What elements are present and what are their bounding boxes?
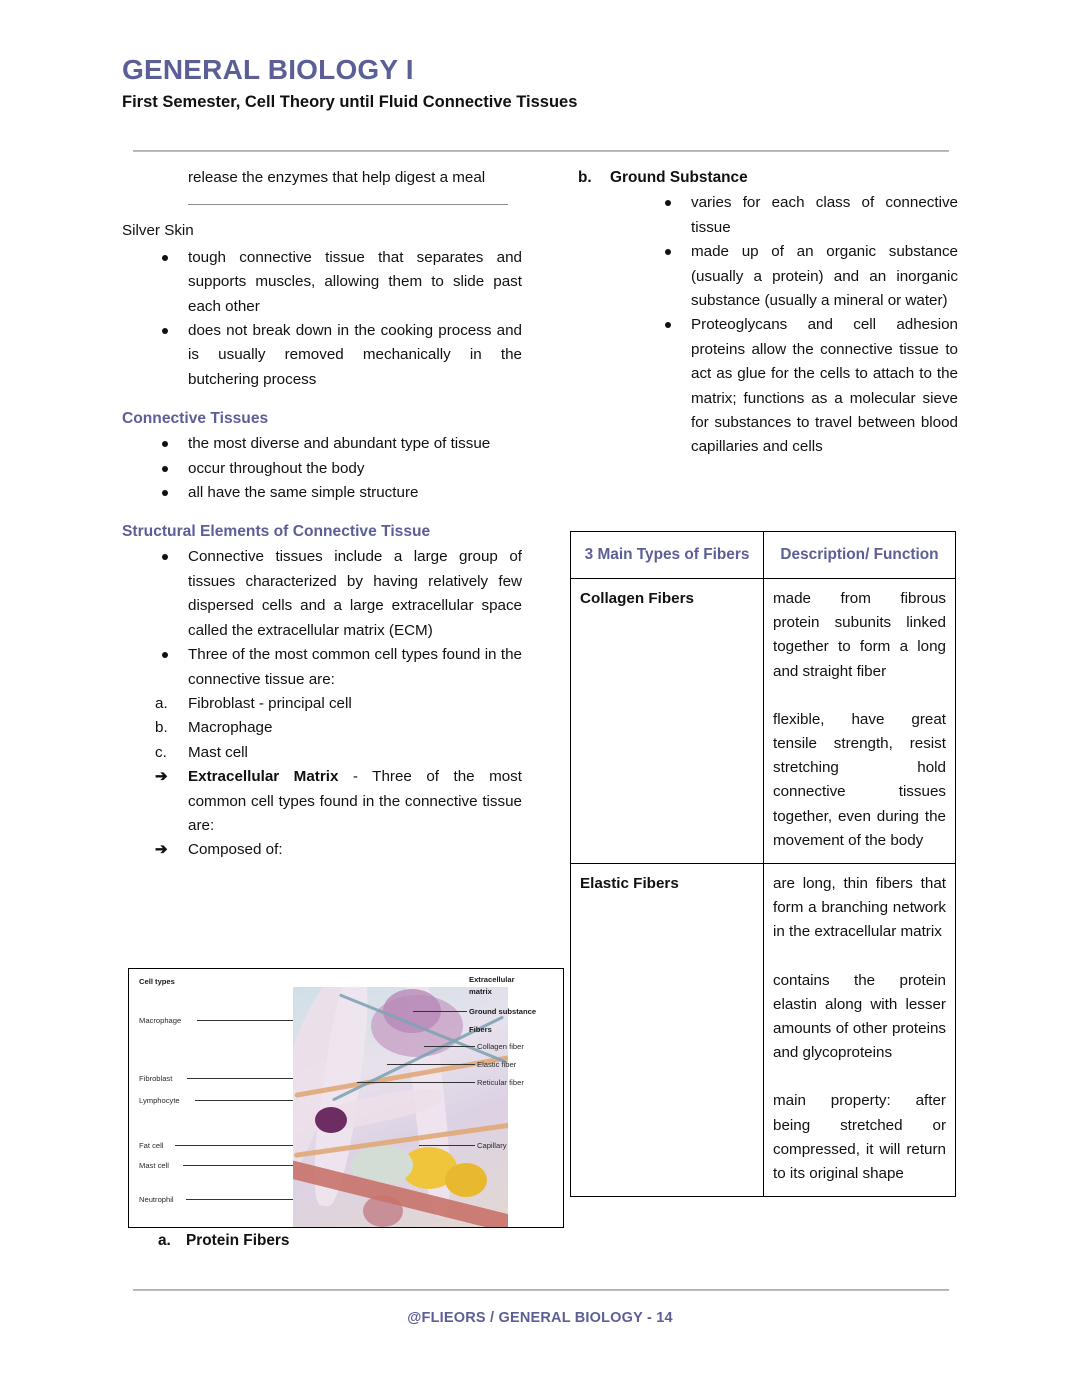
structural-elements-heading: Structural Elements of Connective Tissue	[122, 523, 431, 541]
figure-label-ground-substance: Ground substance	[469, 1007, 537, 1016]
silver-skin-heading: Silver Skin	[122, 222, 194, 240]
arrow-item-text: Composed of:	[188, 841, 283, 859]
arrow-right-icon: ➔	[155, 768, 168, 786]
leader-line	[175, 1145, 293, 1146]
list-marker: c.	[155, 743, 167, 761]
histology-illustration	[293, 987, 508, 1227]
right-column	[570, 166, 958, 460]
figure-label-fat-cell: Fat cell	[139, 1141, 164, 1150]
column-header-types: 3 Main Types of Fibers	[571, 532, 764, 579]
figure-right-title-line2: matrix	[469, 987, 492, 996]
continuation-paragraph: release the enzymes that help digest a meal	[188, 169, 486, 186]
list-item-label: Fibroblast - principal cell	[188, 694, 352, 712]
description-paragraph: are long, thin fibers that form a branching network in the extracellular matrix	[773, 875, 946, 941]
leader-line	[183, 1165, 293, 1166]
list-item-label: Mast cell	[188, 743, 248, 761]
figure-label-elastic-fiber: Elastic fiber	[477, 1060, 517, 1069]
cell-types-lettered-list	[122, 692, 522, 765]
ground-substance-list	[570, 191, 958, 459]
table-header-row	[571, 532, 956, 579]
leader-line	[187, 1078, 293, 1079]
page-title: GENERAL BIOLOGY I	[122, 54, 414, 85]
caption-marker: a.	[158, 1232, 171, 1249]
figure-right-title-line1: Extracellular	[469, 975, 515, 984]
column-header-description: Description/ Function	[764, 532, 956, 579]
leader-line	[387, 1064, 475, 1065]
figure-label-capillary: Capillary	[477, 1141, 507, 1150]
connective-tissues-list	[122, 432, 522, 505]
figure-label-fibers: Fibers	[469, 1025, 492, 1034]
list-item	[122, 716, 522, 740]
silver-skin-list	[122, 246, 522, 392]
list-item: tough connective tissue that separates and supports muscles, allowing them to slide past each other	[122, 246, 522, 319]
footer-divider	[133, 1289, 949, 1291]
figure-caption	[158, 1232, 289, 1250]
list-item	[122, 692, 522, 716]
cell-fiber-name: Collagen Fibers	[571, 579, 764, 864]
description-paragraph: contains the protein elastin along with lesser amounts of other proteins and glycoproteins	[773, 971, 946, 1062]
figure-label-fibroblast: Fibroblast	[139, 1074, 173, 1083]
list-marker: b.	[155, 719, 168, 737]
arrow-item-text: - Three of the most common cell types found in the connective tissue are:	[188, 768, 522, 834]
header-divider	[133, 150, 949, 152]
arrow-item-composed-of	[122, 838, 522, 862]
list-item: Connective tissues include a large group of tissues characterized by having relatively few dispersed cells and a large extracellular space called the extracellular matrix (ECM)	[122, 545, 522, 643]
figure-label-neutrophil: Neutrophil	[139, 1195, 174, 1204]
list-item: Three of the most common cell types found in the connective tissue are:	[122, 643, 522, 692]
connective-tissues-heading: Connective Tissues	[122, 410, 269, 428]
arrow-item-lead: Extracellular Matrix	[188, 768, 339, 786]
figure-label-lymphocyte: Lymphocyte	[139, 1096, 180, 1105]
table-row	[571, 579, 956, 864]
description-paragraph: main property: after being stretched or compressed, it will return to its original shape	[773, 1092, 946, 1183]
leader-line	[197, 1020, 293, 1021]
figure-label-macrophage: Macrophage	[139, 1016, 182, 1025]
list-item	[122, 741, 522, 765]
arrow-right-icon: ➔	[155, 841, 168, 859]
ground-substance-label: Ground Substance	[610, 169, 748, 186]
list-item: Proteoglycans and cell adhesion proteins allow the connective tissue to act as glue for the cells to attach to the matrix; functions as a molecular sieve for substances to travel between blood capillaries and cells	[570, 313, 958, 459]
section-divider	[188, 204, 508, 205]
structural-elements-list	[122, 545, 522, 691]
figure-label-collagen-fiber: Collagen fiber	[477, 1042, 524, 1051]
description-paragraph: made from fibrous protein subunits linked together to form a long and straight fiber	[773, 590, 946, 680]
leader-line	[419, 1145, 475, 1146]
arrow-item-extracellular-matrix	[122, 765, 522, 838]
footer-label: @FLIEORS / GENERAL BIOLOGY - 14	[407, 1310, 673, 1326]
list-item: does not break down in the cooking process and is usually removed mechanically in the butchering process	[122, 319, 522, 392]
ground-substance-heading	[570, 166, 958, 190]
left-column	[122, 166, 522, 863]
leader-line	[413, 1011, 467, 1012]
leader-line	[424, 1046, 475, 1047]
cell-fiber-name: Elastic Fibers	[571, 864, 764, 1197]
figure-label-reticular-fiber: Reticular fiber	[477, 1078, 524, 1087]
connective-tissue-diagram	[128, 968, 564, 1228]
list-item: the most diverse and abundant type of tissue	[122, 432, 522, 456]
leader-line	[357, 1082, 475, 1083]
figure-label-mast-cell: Mast cell	[139, 1161, 169, 1170]
list-item: made up of an organic substance (usually a protein) and an inorganic substance (usually a mineral or water)	[570, 240, 958, 313]
list-marker: a.	[155, 694, 168, 712]
page-subtitle: First Semester, Cell Theory until Fluid Connective Tissues	[122, 93, 578, 112]
list-item: varies for each class of connective tissue	[570, 191, 958, 240]
table-row	[571, 864, 956, 1197]
cell-fiber-description	[764, 579, 956, 864]
caption-text: Protein Fibers	[186, 1232, 290, 1249]
document-header	[122, 55, 958, 112]
list-item-label: Macrophage	[188, 719, 273, 737]
list-marker: b.	[578, 169, 592, 186]
description-paragraph: flexible, have great tensile strength, resist stretching hold connective tissues together, even during the movement of the body	[773, 710, 946, 849]
cell-fiber-description	[764, 864, 956, 1197]
fiber-types-table	[570, 531, 956, 1197]
leader-line	[195, 1100, 293, 1101]
figure-left-title: Cell types	[139, 977, 175, 986]
list-item: occur throughout the body	[122, 457, 522, 481]
list-item: all have the same simple structure	[122, 481, 522, 505]
leader-line	[186, 1199, 293, 1200]
